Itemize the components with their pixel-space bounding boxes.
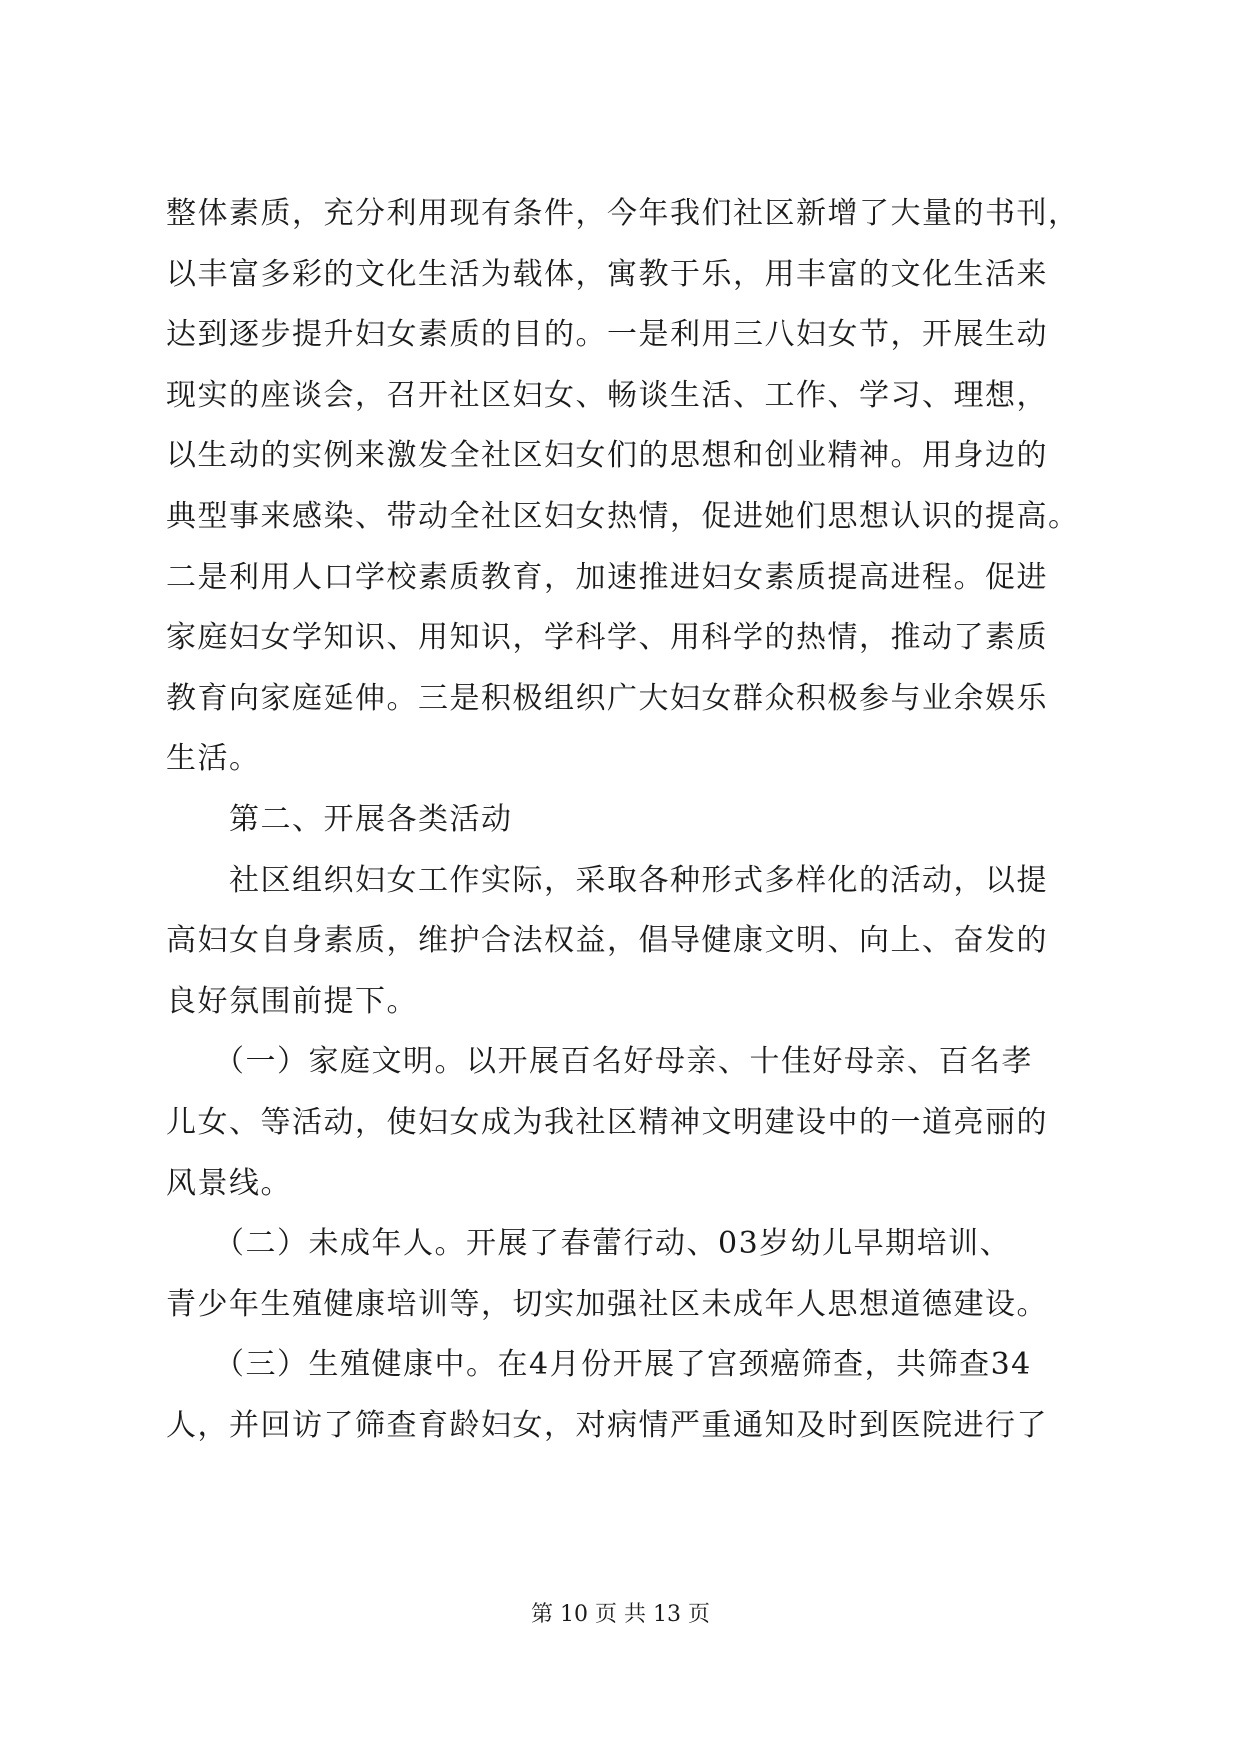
text-line: 风景线。 <box>166 1165 292 1201</box>
body-text <box>166 194 1086 1466</box>
section-heading: 第二、开展各类活动 <box>166 801 513 837</box>
text-line: 典型事来感染、带动全社区妇女热情，促进她们思想认识的提高。 <box>166 498 1080 534</box>
text-line: 良好氛围前提下。 <box>166 983 418 1019</box>
text-line: 高妇女自身素质，维护合法权益，倡导健康文明、向上、奋发的 <box>166 923 1048 959</box>
text-line: 二是利用人口学校素质教育，加速推进妇女素质提高进程。促进 <box>166 559 1048 595</box>
text-line: （三）生殖健康中。在4月份开展了宫颈癌筛查，共筛查34 <box>166 1347 1032 1383</box>
text-line: 儿女、等活动，使妇女成为我社区精神文明建设中的一道亮丽的 <box>166 1104 1048 1140</box>
text-line: 现实的座谈会，召开社区妇女、畅谈生活、工作、学习、理想， <box>166 377 1048 413</box>
text-line: 以生动的实例来激发全社区妇女们的思想和创业精神。用身边的 <box>166 438 1048 474</box>
text-line: 以丰富多彩的文化生活为载体，寓教于乐，用丰富的文化生活来 <box>166 256 1048 292</box>
page-footer: 第 10 页 共 13 页 <box>531 1602 710 1627</box>
text-line: 家庭妇女学知识、用知识，学科学、用科学的热情，推动了素质 <box>166 620 1048 656</box>
text-line: （二）未成年人。开展了春蕾行动、03岁幼儿早期培训、 <box>166 1226 1012 1262</box>
text-line: 人，并回访了筛查育龄妇女，对病情严重通知及时到医院进行了 <box>166 1407 1048 1443</box>
text-line: 青少年生殖健康培训等，切实加强社区未成年人思想道德建设。 <box>166 1286 1048 1322</box>
text-line: 社区组织妇女工作实际，采取各种形式多样化的活动，以提 <box>166 862 1048 898</box>
text-line: （一）家庭文明。以开展百名好母亲、十佳好母亲、百名孝 <box>166 1044 1033 1080</box>
text-line: 达到逐步提升妇女素质的目的。一是利用三八妇女节，开展生动 <box>166 317 1048 353</box>
text-line: 生活。 <box>166 741 261 777</box>
text-line: 教育向家庭延伸。三是积极组织广大妇女群众积极参与业余娱乐 <box>166 680 1048 716</box>
text-line: 整体素质，充分利用现有条件，今年我们社区新增了大量的书刊， <box>166 196 1080 231</box>
